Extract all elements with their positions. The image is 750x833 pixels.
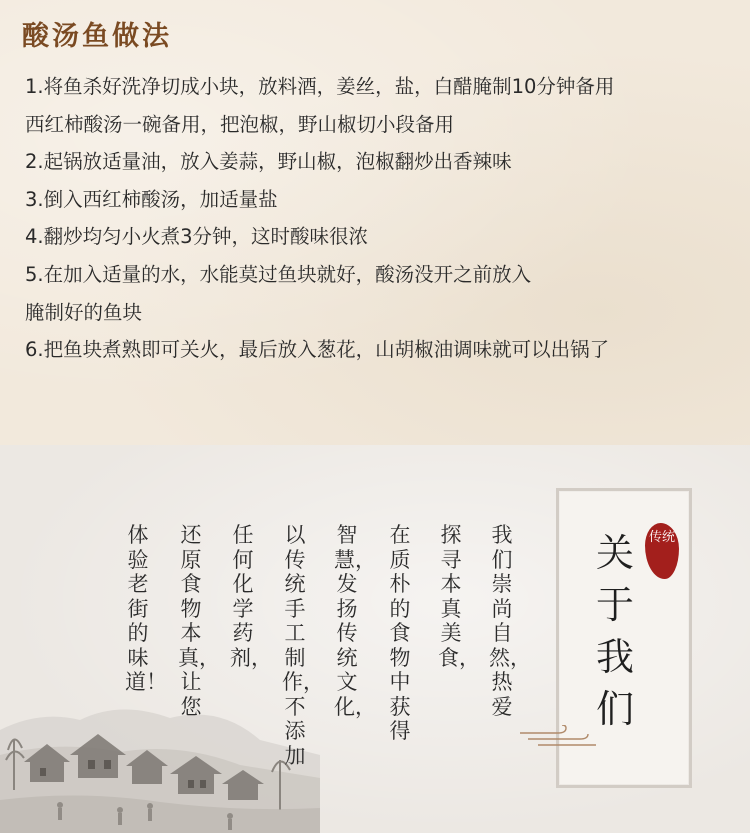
seal-text: 传统 (648, 530, 675, 545)
about-text-column: 探寻本真美食， (438, 523, 480, 670)
about-text-column: 智慧，发扬传统文化， (334, 523, 376, 719)
about-text-column: 还原食物本真，让您 (178, 523, 220, 719)
recipe-step-line: 4.翻炒均匀小火煮3分钟，这时酸味很浓 (25, 225, 369, 249)
recipe-step-line: 5.在加入适量的水，水能莫过鱼块就好，酸汤没开之前放入 (25, 262, 532, 286)
recipe-steps (25, 68, 743, 369)
cloud-swirl-icon (518, 725, 598, 747)
recipe-step-line: 西红柿酸汤一碗备用，把泡椒，野山椒切小段备用 (25, 112, 455, 136)
recipe-step-line: 6.把鱼块煮熟即可关火，最后放入葱花，山胡椒油调味就可以出锅了 (25, 338, 610, 362)
recipe-step-line: 3.倒入西红柿酸汤，加适量盐 (25, 187, 278, 211)
about-text-column: 我们崇尚自然，热爱 (489, 523, 531, 719)
recipe-title: 酸汤鱼做法 (22, 21, 172, 52)
about-text-column: 体验老街的味道！ (125, 523, 167, 694)
about-title: 关于我们 (595, 531, 634, 731)
recipe-step-line: 2.起锅放适量油，放入姜蒜，野山椒，泡椒翻炒出香辣味 (25, 150, 512, 174)
about-text-column: 以传统手工制作，不添加 (282, 523, 324, 768)
recipe-step-line: 1.将鱼杀好洗净切成小块，放料酒，姜丝，盐，白醋腌制10分钟备用 (25, 75, 615, 98)
about-text-column: 在质朴的食物中获得 (389, 523, 411, 743)
about-section (0, 445, 750, 833)
recipe-step-line: 腌制好的鱼块 (25, 300, 143, 324)
about-text-column: 任何化学药剂， (230, 523, 272, 670)
